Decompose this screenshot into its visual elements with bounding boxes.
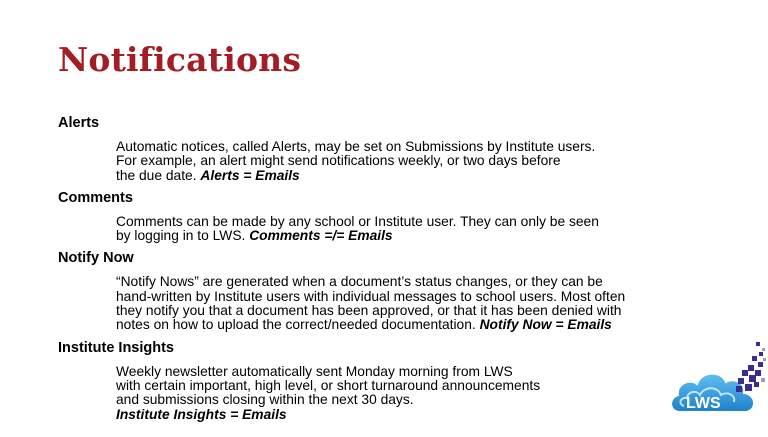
text-line-start: by logging in to LWS. (116, 228, 246, 244)
text-line: Comments can be made by any school or Institute user. They can only be seen (116, 213, 599, 229)
section-heading-comments: Comments (58, 189, 133, 206)
content-body (58, 114, 718, 428)
text-line: with certain important, high level, or short turnaround announcements (116, 377, 541, 393)
text-line (116, 318, 718, 332)
text-line-start: notes on how to upload the correct/needed documentation. (116, 317, 476, 333)
text-line (116, 169, 718, 183)
text-line: they notify you that a document has been approved, or that it has been denied with (116, 303, 622, 319)
cloud-icon (666, 340, 768, 432)
section-heading-institute-insights: Institute Insights (58, 339, 174, 356)
text-line-start: the due date. (116, 167, 197, 183)
text-line (116, 229, 718, 243)
section-text-notify-now (116, 275, 718, 332)
text-line: Weekly newsletter automatically sent Monday morning from LWS (116, 363, 513, 379)
section-text-alerts (116, 140, 718, 183)
emphasis-note: Alerts = Emails (200, 167, 300, 183)
section-text-comments (116, 215, 718, 244)
text-line: “Notify Nows” are generated when a document’s status changes, or they can be (116, 274, 603, 290)
emphasis-note: Comments =/= Emails (249, 228, 393, 244)
emphasis-note: Institute Insights = Emails (116, 406, 287, 422)
text-line: For example, an alert might send notifications weekly, or two days before (116, 153, 561, 169)
text-line: Automatic notices, called Alerts, may be set on Submissions by Institute users. (116, 139, 596, 154)
emphasis-note: Notify Now = Emails (479, 317, 612, 333)
logo-text: LWS (686, 395, 721, 412)
text-line: and submissions closing within the next 30 days. (116, 392, 414, 408)
text-line: hand-written by Institute users with individual messages to school users. Most often (116, 288, 626, 304)
page-title: Notifications (58, 40, 302, 79)
section-text-institute-insights (116, 365, 718, 422)
section-heading-notify-now: Notify Now (58, 250, 134, 267)
section-heading-alerts: Alerts (58, 115, 100, 131)
lws-logo (666, 340, 768, 432)
